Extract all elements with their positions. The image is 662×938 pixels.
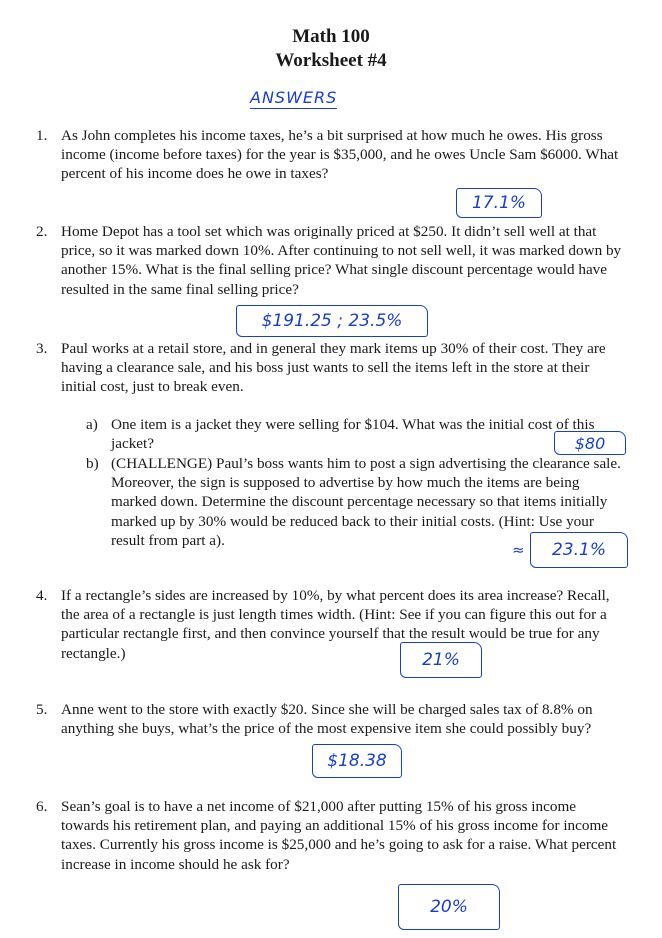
question-text: If a rectangle’s sides are increased by 10%, by what percent does its area increase? Recall, the area of a rectangle is just length times width. (Hint: See if you can figure this out for a particular rectangle first, and then convince yourself that the result would be true for any rectangle.) bbox=[61, 587, 610, 662]
part-label: b) bbox=[86, 455, 99, 472]
course-title: Math 100 bbox=[292, 26, 370, 47]
approx-symbol: ≈ bbox=[512, 541, 525, 559]
question-text: Home Depot has a tool set which was originally priced at $250. It didn’t sell well at that price, so it was marked down 10%. After continuing to not sell well, it was marked down by another 15%. What is the final selling price? What single discount percentage would have resulted in the same final selling price? bbox=[61, 223, 622, 298]
question-2 bbox=[36, 222, 626, 300]
answer-box-4: 21% bbox=[400, 642, 482, 678]
question-number: 2. bbox=[36, 223, 48, 240]
part-text: (CHALLENGE) Paul’s boss wants him to post a sign advertising the clearance sale. Moreover, the sign is supposed to advertise by how much the items are being marked down. Determine the discount percentage necessary so that items initially marked up by 30% would be reduced back to their initial costs. (Hint: Use your result from part a). bbox=[111, 455, 621, 549]
question-4 bbox=[36, 586, 626, 664]
question-number: 3. bbox=[36, 340, 48, 357]
worksheet-title: Worksheet #4 bbox=[275, 50, 387, 71]
question-number: 1. bbox=[36, 127, 48, 144]
question-1 bbox=[36, 126, 626, 186]
answer-box-3a: $80 bbox=[554, 431, 626, 455]
question-text: Sean’s goal is to have a net income of $21,000 after putting 15% of his gross income towards his retirement plan, and paying an additional 15% of his gross income for income taxes. Currently his gross income is $25,000 and he’s going to ask for a raise. What percent increase in income should he ask for? bbox=[61, 798, 617, 873]
question-number: 5. bbox=[36, 701, 48, 718]
answer-box-5: $18.38 bbox=[312, 744, 402, 778]
question-text: Anne went to the store with exactly $20. Since she will be charged sales tax of 8.8% on anything she buys, what’s the price of the most expensive item she could possibly buy? bbox=[61, 701, 593, 738]
answers-note: ANSWERS bbox=[250, 88, 338, 107]
part-label: a) bbox=[86, 416, 98, 433]
question-number: 4. bbox=[36, 587, 48, 604]
answer-box-6: 20% bbox=[398, 884, 500, 930]
question-number: 6. bbox=[36, 798, 48, 815]
question-text: Paul works at a retail store, and in general they mark items up 30% of their cost. They are having a clearance sale, and his boss just wants to sell the items left in the store at their initial cost, just to break even. bbox=[61, 340, 606, 396]
answer-box-2: $191.25 ; 23.5% bbox=[236, 305, 428, 337]
question-6 bbox=[36, 797, 626, 875]
question-3-part-a bbox=[86, 415, 626, 455]
answer-box-1: 17.1% bbox=[456, 188, 542, 218]
answer-box-3b: 23.1% bbox=[530, 532, 628, 568]
question-text: As John completes his income taxes, he’s a bit surprised at how much he owes. His gross income (income before taxes) for the year is $35,000, and he owes Uncle Sam $6000. What percent of his income does he owe in taxes? bbox=[61, 127, 619, 183]
part-text: One item is a jacket they were selling for $104. What was the initial cost of this jacket? bbox=[111, 416, 595, 453]
question-3 bbox=[36, 339, 626, 399]
